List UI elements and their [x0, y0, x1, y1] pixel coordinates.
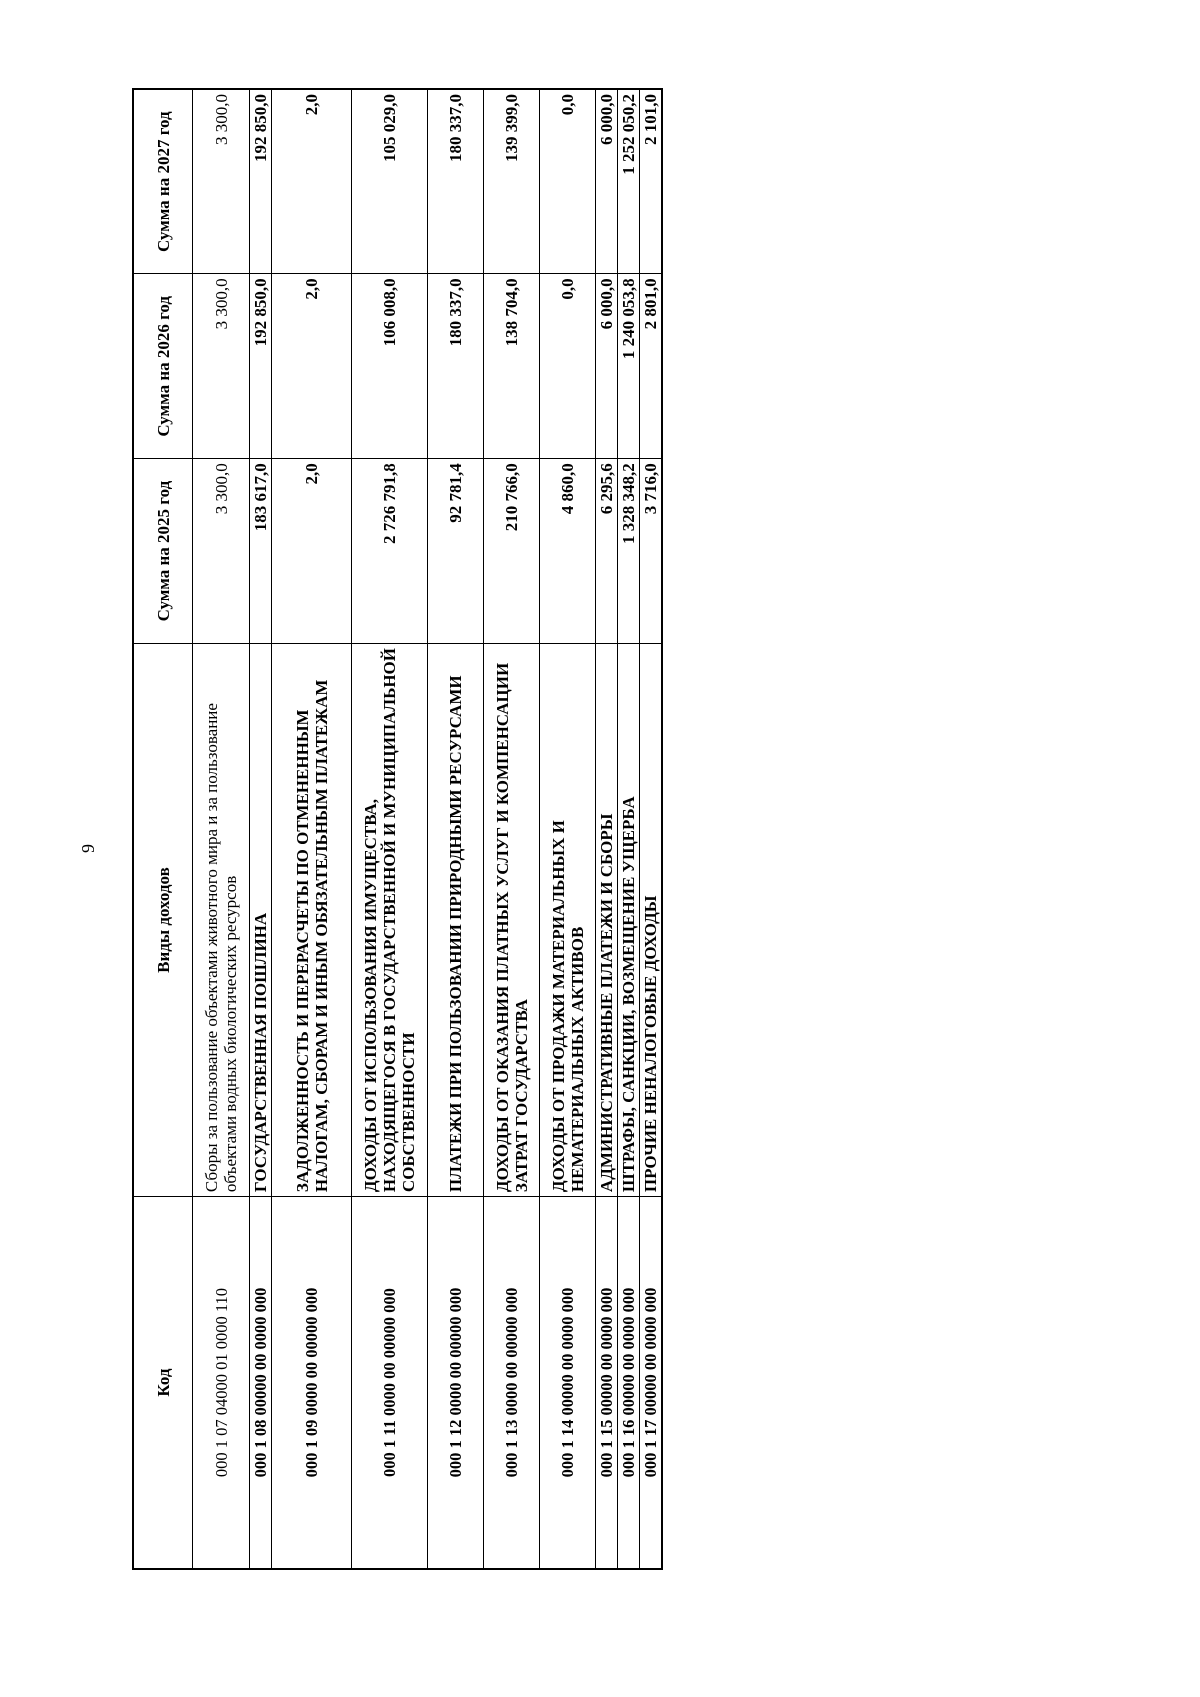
header-code: Код — [133, 1197, 193, 1569]
revenue-table — [132, 88, 663, 1570]
cell-code: 000 1 12 0000 00 00000 000 — [428, 1197, 484, 1569]
cell-2026: 192 850,0 — [250, 274, 272, 459]
cell-name: ШТРАФЫ, САНКЦИИ, ВОЗМЕЩЕНИЕ УЩЕРБА — [618, 644, 640, 1197]
cell-2026: 3 300,0 — [193, 274, 250, 459]
cell-name: ГОСУДАРСТВЕННАЯ ПОШЛИНА — [250, 644, 272, 1197]
cell-2026: 180 337,0 — [428, 274, 484, 459]
cell-code: 000 1 11 0000 00 00000 000 — [352, 1197, 428, 1569]
table-row — [540, 89, 596, 1569]
cell-2025: 1 328 348,2 — [618, 459, 640, 644]
cell-2025: 210 766,0 — [484, 459, 540, 644]
cell-2025: 6 295,6 — [596, 459, 618, 644]
cell-2027: 2,0 — [272, 89, 352, 274]
cell-2027: 0,0 — [540, 89, 596, 274]
header-name: Виды доходов — [133, 644, 193, 1197]
cell-code: 000 1 08 00000 00 0000 000 — [250, 1197, 272, 1569]
table-row — [618, 89, 640, 1569]
cell-2026: 2,0 — [272, 274, 352, 459]
cell-name: ДОХОДЫ ОТ ОКАЗАНИЯ ПЛАТНЫХ УСЛУГ И КОМПЕНСАЦИИ ЗАТРАТ ГОСУДАРСТВА — [484, 644, 540, 1197]
cell-name: ЗАДОЛЖЕННОСТЬ И ПЕРЕРАСЧЕТЫ ПО ОТМЕНЕННЫМ НАЛОГАМ, СБОРАМ И ИНЫМ ОБЯЗАТЕЛЬНЫМ ПЛАТЕЖАМ — [272, 644, 352, 1197]
table-header-row — [133, 89, 193, 1569]
cell-name: ПРОЧИЕ НЕНАЛОГОВЫЕ ДОХОДЫ — [640, 644, 662, 1197]
cell-2026: 6 000,0 — [596, 274, 618, 459]
cell-2025: 183 617,0 — [250, 459, 272, 644]
cell-2025: 92 781,4 — [428, 459, 484, 644]
cell-code: 000 1 13 0000 00 00000 000 — [484, 1197, 540, 1569]
cell-2027: 3 300,0 — [193, 89, 250, 274]
cell-2027: 192 850,0 — [250, 89, 272, 274]
cell-2027: 6 000,0 — [596, 89, 618, 274]
cell-name: ДОХОДЫ ОТ ПРОДАЖИ МАТЕРИАЛЬНЫХ И НЕМАТЕРИАЛЬНЫХ АКТИВОВ — [540, 644, 596, 1197]
cell-code: 000 1 17 00000 00 0000 000 — [640, 1197, 662, 1569]
cell-code: 000 1 16 00000 00 0000 000 — [618, 1197, 640, 1569]
table-row — [272, 89, 352, 1569]
cell-2026: 2 801,0 — [640, 274, 662, 459]
cell-2025: 3 716,0 — [640, 459, 662, 644]
table-row — [352, 89, 428, 1569]
cell-2027: 105 029,0 — [352, 89, 428, 274]
cell-2026: 0,0 — [540, 274, 596, 459]
cell-2027: 180 337,0 — [428, 89, 484, 274]
table-row — [250, 89, 272, 1569]
cell-code: 000 1 14 00000 00 0000 000 — [540, 1197, 596, 1569]
cell-2025: 4 860,0 — [540, 459, 596, 644]
cell-2026: 1 240 053,8 — [618, 274, 640, 459]
table-row — [193, 89, 250, 1569]
header-2025: Сумма на 2025 год — [133, 459, 193, 644]
table-row — [640, 89, 662, 1569]
cell-code: 000 1 15 00000 00 0000 000 — [596, 1197, 618, 1569]
header-2027: Сумма на 2027 год — [133, 89, 193, 274]
cell-2026: 106 008,0 — [352, 274, 428, 459]
table-row — [596, 89, 618, 1569]
table-row — [484, 89, 540, 1569]
cell-code: 000 1 09 0000 00 00000 000 — [272, 1197, 352, 1569]
cell-2025: 2 726 791,8 — [352, 459, 428, 644]
cell-2025: 2,0 — [272, 459, 352, 644]
table-row — [428, 89, 484, 1569]
cell-name: АДМИНИСТРАТИВНЫЕ ПЛАТЕЖИ И СБОРЫ — [596, 644, 618, 1197]
page-number: 9 — [78, 844, 98, 853]
cell-2026: 138 704,0 — [484, 274, 540, 459]
cell-2027: 139 399,0 — [484, 89, 540, 274]
cell-2025: 3 300,0 — [193, 459, 250, 644]
cell-2027: 2 101,0 — [640, 89, 662, 274]
cell-2027: 1 252 050,2 — [618, 89, 640, 274]
cell-name: ПЛАТЕЖИ ПРИ ПОЛЬЗОВАНИИ ПРИРОДНЫМИ РЕСУРСАМИ — [428, 644, 484, 1197]
header-2026: Сумма на 2026 год — [133, 274, 193, 459]
revenue-table-rotated — [132, 88, 702, 1570]
cell-name: ДОХОДЫ ОТ ИСПОЛЬЗОВАНИЯ ИМУЩЕСТВА, НАХОДЯЩЕГОСЯ В ГОСУДАРСТВЕННОЙ И МУНИЦИПАЛЬНОЙ СОБСТВЕННОСТИ — [352, 644, 428, 1197]
cell-name: Сборы за пользование объектами животного мира и за пользование объектами водных биологических ресурсов — [193, 644, 250, 1197]
cell-code: 000 1 07 04000 01 0000 110 — [193, 1197, 250, 1569]
